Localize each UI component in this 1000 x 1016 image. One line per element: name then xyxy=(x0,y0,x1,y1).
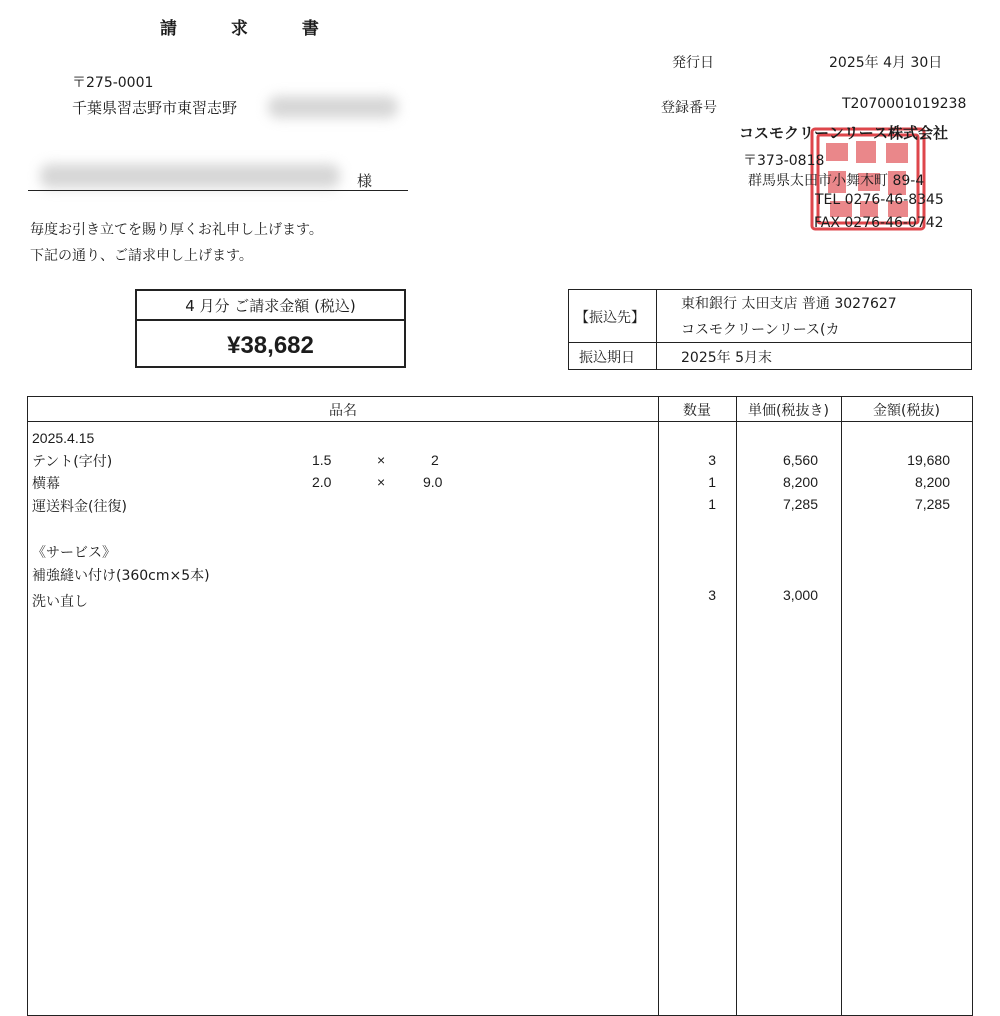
customer-name-underline xyxy=(28,190,408,191)
issuer-postal: 〒373-0818 xyxy=(743,153,825,169)
redacted-name-blur xyxy=(40,164,340,188)
header-qty: 数量 xyxy=(683,403,711,419)
service-item-name: 洗い直し xyxy=(32,594,88,610)
item-qty: 1 xyxy=(708,496,716,512)
bank-box-col-divider xyxy=(656,290,657,369)
header-unit-price: 単価(税抜き) xyxy=(748,403,829,419)
bank-transfer-box xyxy=(568,289,972,370)
col-divider-unit xyxy=(736,397,737,1015)
total-amount-label: 4 月分 ご請求金額 (税込) xyxy=(137,291,404,321)
recipient-address: 千葉県習志野市東習志野 xyxy=(72,99,238,117)
item-qty: 3 xyxy=(708,452,716,468)
item-amount: 8,200 xyxy=(914,474,950,490)
item-name: 運送料金(往復) xyxy=(32,499,127,515)
item-qty: 1 xyxy=(708,474,716,490)
issue-date: 2025年 4月 30日 xyxy=(829,55,943,71)
item-amount: 7,285 xyxy=(914,496,950,512)
item-width: 2.0 xyxy=(312,474,332,490)
recipient-postal: 〒275-0001 xyxy=(72,75,154,91)
header-item-name: 品名 xyxy=(329,403,357,419)
registration-number: T2070001019238 xyxy=(842,96,967,112)
honorific: 様 xyxy=(357,172,373,190)
item-times: × xyxy=(377,474,386,490)
greeting-line-2: 下記の通り、ご請求申し上げます。 xyxy=(30,248,253,264)
bank-account-name: コスモクリーンリース(カ xyxy=(681,322,840,338)
item-unit-price: 8,200 xyxy=(782,474,818,490)
issue-date-label: 発行日 xyxy=(672,55,714,71)
item-name: テント(字付) xyxy=(32,454,113,470)
service-item-name: 補強縫い付け(360cm×5本) xyxy=(32,568,210,584)
issuer-fax: FAX 0276-46-0742 xyxy=(814,215,944,231)
bank-box-divider xyxy=(569,342,971,343)
header-amount: 金額(税抜) xyxy=(873,403,940,419)
item-height: 2 xyxy=(431,452,439,468)
registration-label: 登録番号 xyxy=(661,100,717,116)
service-header: 《サービス》 xyxy=(32,545,116,561)
item-height: 9.0 xyxy=(423,474,443,490)
item-unit-price: 6,560 xyxy=(782,452,818,468)
service-item-unit-price: 3,000 xyxy=(782,587,818,603)
bank-label: 【振込先】 xyxy=(575,310,645,326)
items-table xyxy=(27,396,973,1016)
issuer-company: コスモクリーンリース株式会社 xyxy=(739,124,948,142)
item-width: 1.5 xyxy=(312,452,332,468)
issuer-address: 群馬県太田市小舞木町 89-4 xyxy=(748,173,925,189)
item-name: 横幕 xyxy=(32,476,60,492)
redacted-address-blur xyxy=(268,96,398,118)
total-amount-value: ¥38,682 xyxy=(227,331,314,359)
item-date: 2025.4.15 xyxy=(32,430,95,446)
greeting-line-1: 毎度お引き立てを賜り厚くお礼申し上げます。 xyxy=(30,222,323,238)
item-unit-price: 7,285 xyxy=(782,496,818,512)
col-divider-qty xyxy=(658,397,659,1015)
item-amount: 19,680 xyxy=(907,452,950,468)
item-times: × xyxy=(377,452,386,468)
due-date-label: 振込期日 xyxy=(579,350,635,366)
col-divider-amount xyxy=(841,397,842,1015)
due-date-value: 2025年 5月末 xyxy=(681,350,772,366)
bank-account-line: 東和銀行 太田支店 普通 3027627 xyxy=(681,296,897,312)
issuer-tel: TEL 0276-46-8345 xyxy=(815,192,944,208)
service-item-qty: 3 xyxy=(708,587,716,603)
table-header-divider xyxy=(28,421,972,422)
invoice-total-box xyxy=(135,289,406,368)
document-title: 請 求 書 xyxy=(160,19,343,39)
